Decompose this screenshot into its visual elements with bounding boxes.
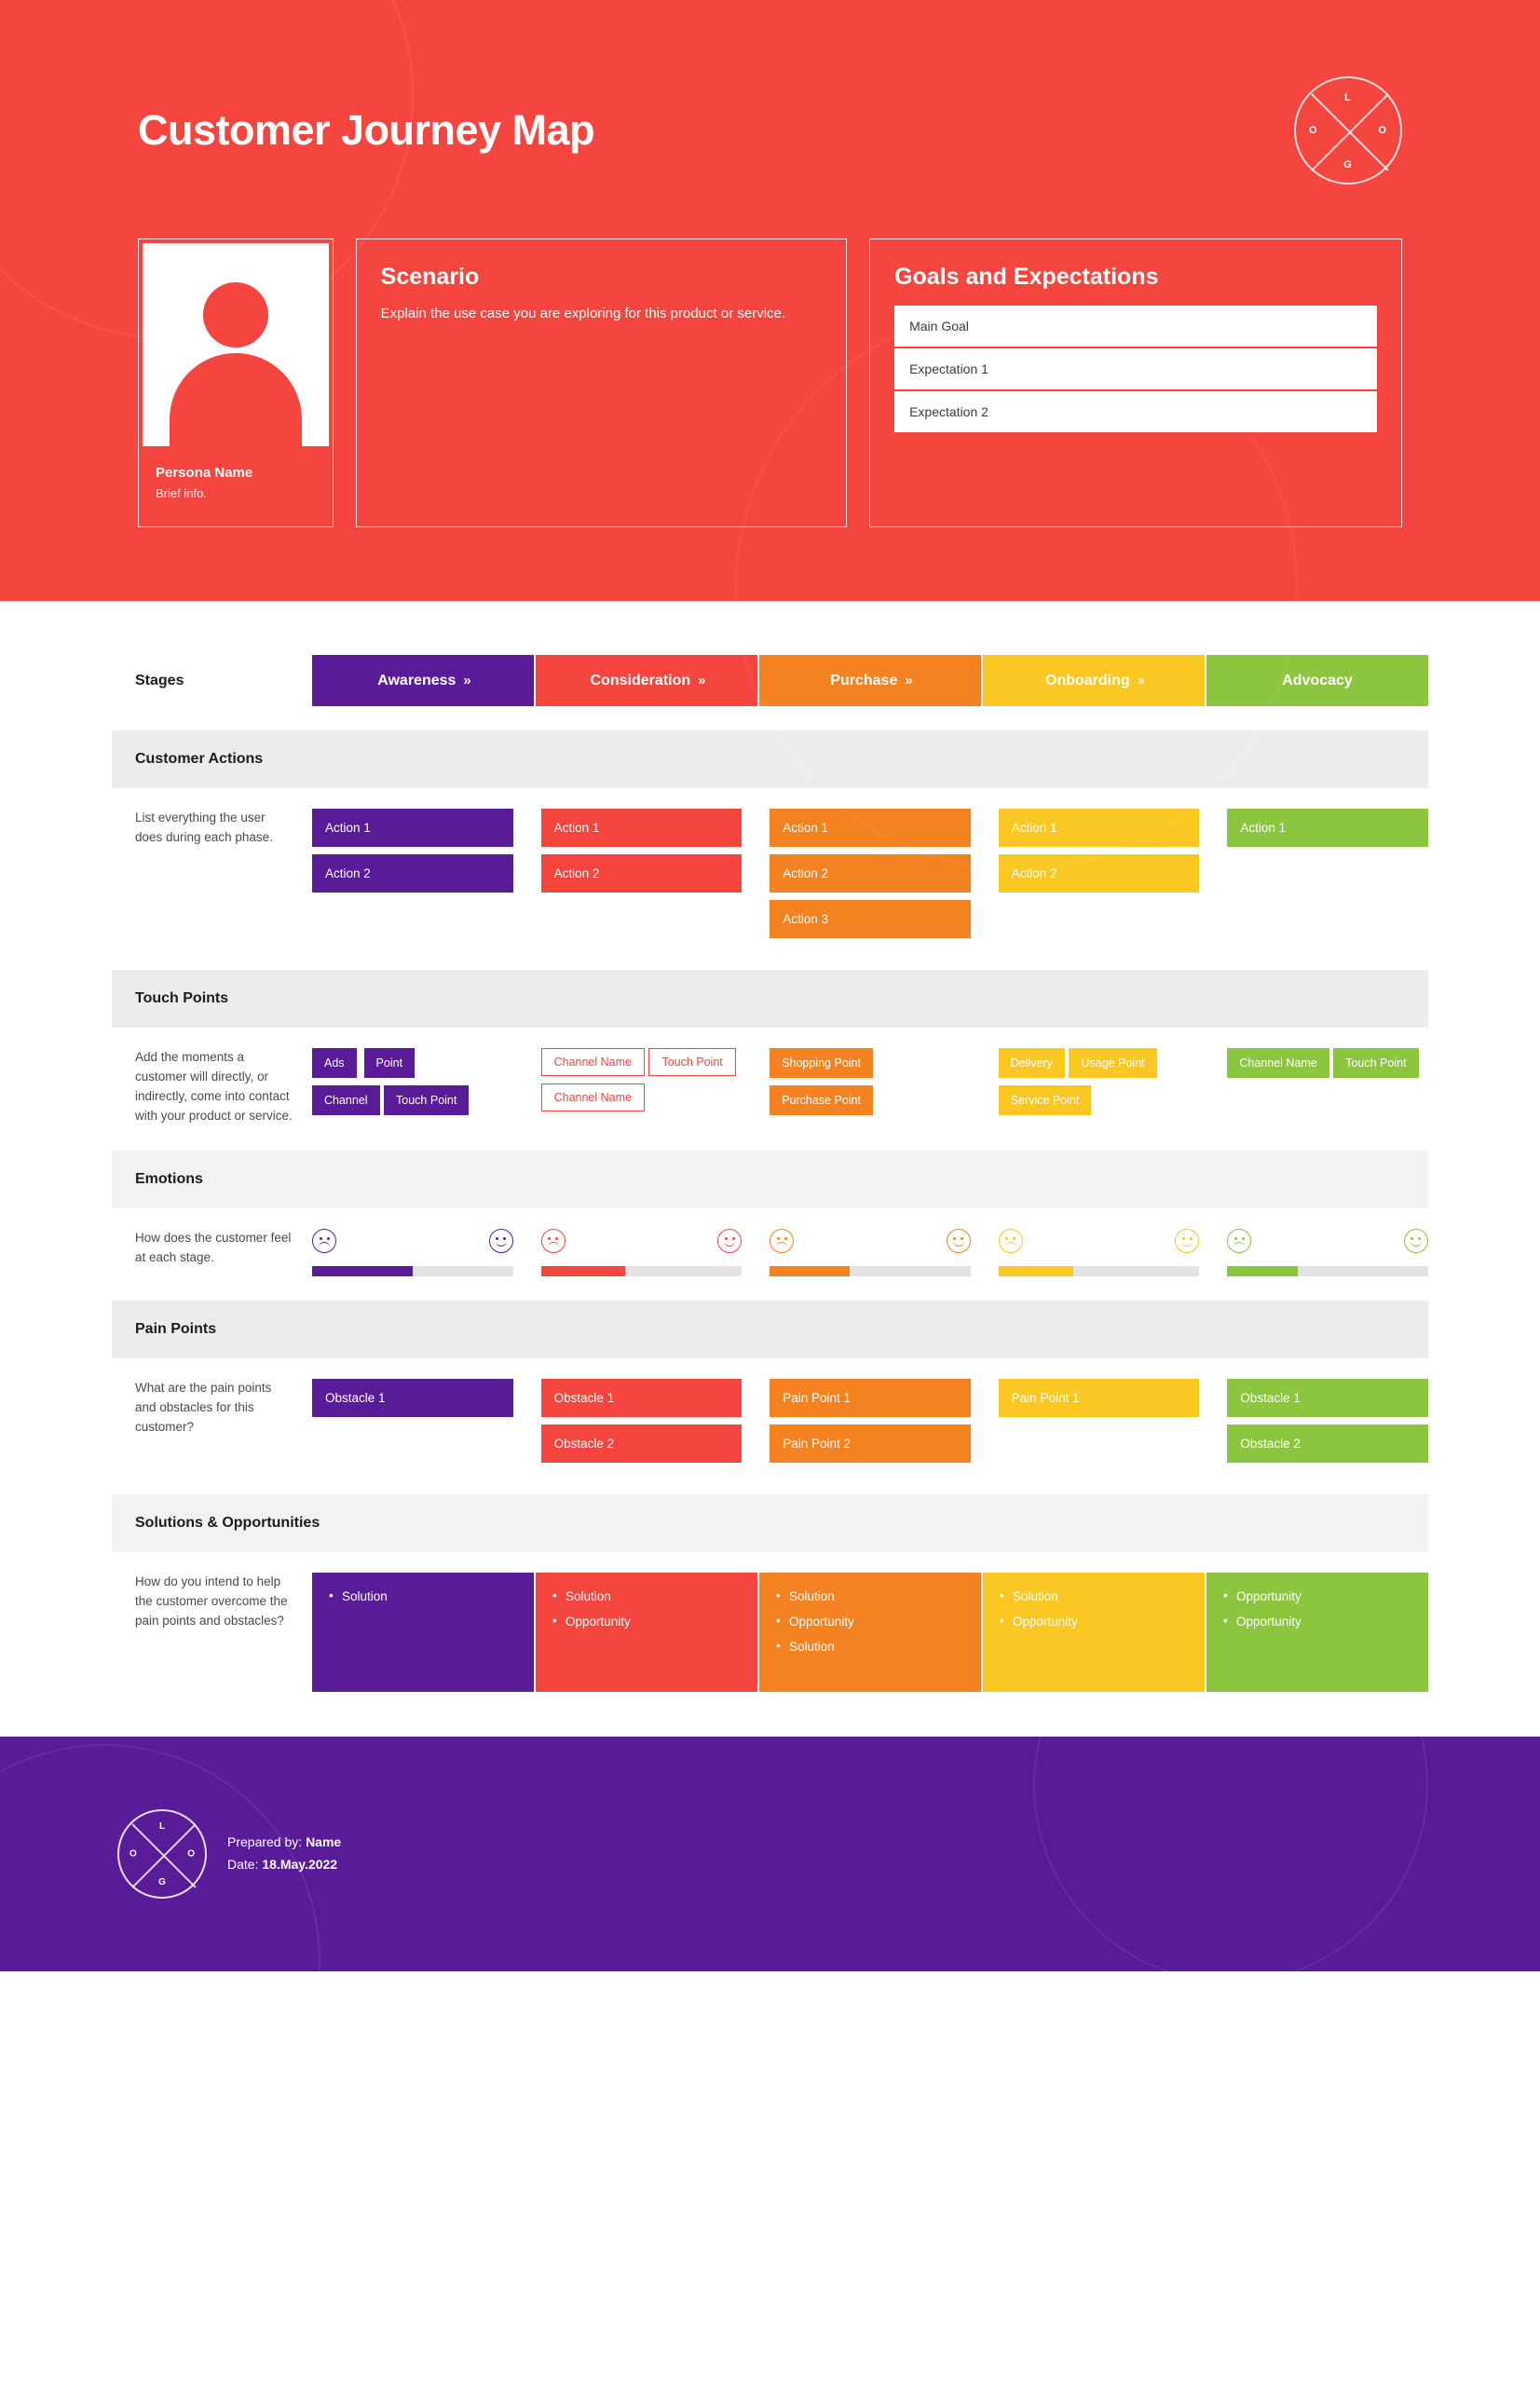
scenario-title: Scenario [380,264,480,290]
footer-bar [0,1737,1540,1971]
customer-actions-col-advocacy [1227,809,1428,946]
sad-face-icon[interactable] [999,1229,1023,1253]
touchpoint-chip[interactable]: Purchase Point [770,1085,873,1115]
touchpoint-chip[interactable]: Shopping Point [770,1048,873,1078]
solutions-description: How do you intend to help the customer overcome the pain points and obstacles? [135,1574,288,1628]
goal-field-main[interactable]: Main Goal [894,306,1377,348]
logo-letter-top: L [1344,92,1352,103]
emotions-description: How does the customer feel at each stage. [135,1230,292,1264]
footer-logo-letter-right: O [187,1848,195,1860]
prepared-by-value: Name [306,1833,342,1849]
touchpoint-chip[interactable]: Channel Name [541,1048,645,1076]
touch-points-col-consideration [541,1048,769,1126]
footer-logo-letter-bottom: G [158,1876,166,1888]
footer-logo-icon [117,1809,207,1899]
solution-item: • Solution [1000,1589,1188,1604]
section-title-solutions: Solutions & Opportunities [112,1494,1428,1552]
prepared-by-label: Prepared by: [227,1833,303,1849]
happy-face-icon[interactable] [717,1229,742,1253]
section-touch-points [112,970,1428,1126]
action-chip[interactable]: Action 1 [312,809,513,847]
sad-face-icon[interactable] [541,1229,566,1253]
stage-consideration[interactable] [536,655,757,706]
emotions-col-onboarding [999,1229,1226,1276]
footer-logo-letter-left: O [129,1848,137,1860]
stage-advocacy-label: Advocacy [1282,672,1353,688]
date-value: 18.May.2022 [262,1856,338,1872]
header-banner [0,0,1540,601]
happy-face-icon[interactable] [947,1229,971,1253]
customer-actions-col-awareness [312,809,539,946]
touch-points-col-awareness [312,1048,539,1126]
section-pain-points [112,1301,1428,1470]
footer-meta [227,1832,341,1876]
touchpoint-chip[interactable]: Service Point [999,1085,1092,1115]
solutions-col-awareness[interactable] [312,1573,534,1692]
emotion-meter[interactable] [312,1266,513,1276]
touchpoint-chip[interactable]: Channel Name [541,1083,645,1111]
stage-awareness[interactable] [312,655,534,706]
section-title-emotions: Emotions [112,1151,1428,1208]
sad-face-icon[interactable] [312,1229,336,1253]
solution-item: • Opportunity [1223,1589,1411,1604]
journey-grid [0,655,1540,1692]
action-chip[interactable]: Action 2 [312,854,513,893]
solution-item: • Opportunity [552,1615,741,1629]
action-chip[interactable]: Action 2 [541,854,743,893]
chevron-right-icon: » [905,673,910,688]
customer-actions-description: List everything the user does during each phase. [135,811,273,844]
solution-item: • Solution [776,1640,964,1655]
section-title-pain-points: Pain Points [112,1301,1428,1358]
persona-card [138,238,334,527]
solutions-col-onboarding[interactable] [983,1573,1205,1692]
emotion-meter[interactable] [541,1266,743,1276]
action-chip[interactable]: Action 2 [770,854,971,893]
header-cards [138,238,1402,527]
solution-item: • Solution [552,1589,741,1604]
touch-points-col-advocacy [1227,1048,1428,1126]
pain-points-col-advocacy [1227,1379,1428,1470]
goal-field-expectation-2[interactable]: Expectation 2 [894,391,1377,434]
touchpoint-chip[interactable]: Touch Point [648,1048,735,1076]
pain-point-chip[interactable]: Pain Point 1 [770,1379,971,1417]
solution-item: • Opportunity [1223,1615,1411,1629]
pain-points-col-awareness [312,1379,539,1470]
scenario-card [356,238,847,527]
section-title-touch-points: Touch Points [112,970,1428,1028]
solutions-col-consideration[interactable] [536,1573,757,1692]
logo-icon [1294,76,1402,184]
solution-item: • Solution [776,1589,964,1604]
emotions-col-awareness [312,1229,539,1276]
pain-points-description: What are the pain points and obstacles for this customer? [135,1380,272,1434]
solution-item: • Opportunity [1000,1615,1188,1629]
touchpoint-chip[interactable]: Touch Point [384,1085,469,1115]
logo-letter-left: O [1309,125,1318,136]
stage-consideration-label: Consideration [590,672,691,688]
action-chip[interactable]: Action 3 [770,900,971,938]
pain-point-chip[interactable]: Obstacle 2 [541,1424,743,1463]
touchpoint-chip[interactable]: Channel [312,1085,380,1115]
emotions-col-purchase [770,1229,997,1276]
solution-item: • Opportunity [776,1615,964,1629]
persona-name: Persona Name [156,465,253,481]
logo-letter-bottom: G [1343,159,1353,170]
touch-points-description: Add the moments a customer will directly, or indirectly, come into contact with your product or service. [135,1050,293,1123]
sad-face-icon[interactable] [1227,1229,1251,1253]
touchpoint-chip[interactable]: Channel Name [1227,1048,1329,1078]
goal-field-expectation-1[interactable]: Expectation 1 [894,348,1377,391]
persona-avatar-icon [143,243,329,446]
happy-face-icon[interactable] [1175,1229,1199,1253]
touchpoint-chip[interactable]: Ads [312,1048,357,1078]
pain-point-chip[interactable]: Obstacle 1 [1227,1379,1428,1417]
chevron-right-icon: » [1137,673,1142,688]
goals-card [869,238,1402,527]
persona-brief: Brief info. [156,486,207,500]
section-title-customer-actions: Customer Actions [112,730,1428,788]
action-chip[interactable]: Action 1 [770,809,971,847]
footer-logo-letter-top: L [158,1820,166,1832]
touchpoint-chip[interactable]: Point [364,1048,416,1078]
solutions-col-advocacy[interactable] [1206,1573,1428,1692]
title-row [138,0,1402,184]
pain-points-col-purchase [770,1379,997,1470]
pain-point-chip[interactable]: Obstacle 1 [312,1379,513,1417]
touchpoint-chip[interactable]: Usage Point [1069,1048,1156,1078]
action-chip[interactable]: Action 1 [541,809,743,847]
pain-point-chip[interactable]: Obstacle 2 [1227,1424,1428,1463]
scenario-text: Explain the use case you are exploring for this product or service. [380,306,786,321]
logo-letter-right: O [1378,125,1387,136]
touchpoint-chip[interactable]: Touch Point [1333,1048,1418,1078]
stage-awareness-label: Awareness [377,672,457,688]
pain-points-col-onboarding [999,1379,1226,1470]
action-chip[interactable]: Action 1 [1227,809,1428,847]
pain-point-chip[interactable]: Obstacle 1 [541,1379,743,1417]
date-label: Date: [227,1856,259,1872]
solutions-col-purchase[interactable] [759,1573,981,1692]
customer-actions-col-consideration [541,809,769,946]
pain-point-chip[interactable]: Pain Point 2 [770,1424,971,1463]
page-title: Customer Journey Map [138,106,595,154]
sad-face-icon[interactable] [770,1229,794,1253]
section-emotions [112,1151,1428,1276]
stages-label: Stages [135,672,184,688]
action-chip[interactable]: Action 2 [999,854,1200,893]
solution-item: • Solution [329,1589,517,1604]
pain-point-chip[interactable]: Pain Point 1 [999,1379,1200,1417]
happy-face-icon[interactable] [1404,1229,1428,1253]
goals-title: Goals and Expectations [894,264,1159,290]
emotion-meter[interactable] [999,1266,1200,1276]
touch-points-col-onboarding [999,1048,1226,1126]
emotions-col-consideration [541,1229,769,1276]
touchpoint-chip[interactable]: Delivery [999,1048,1065,1078]
chevron-right-icon: » [698,673,703,688]
emotion-meter[interactable] [1227,1266,1428,1276]
happy-face-icon[interactable] [489,1229,513,1253]
pain-points-col-consideration [541,1379,769,1470]
section-solutions-opportunities [112,1494,1428,1692]
chevron-right-icon: » [463,673,469,688]
touch-points-col-purchase [770,1048,997,1126]
emotion-meter[interactable] [770,1266,971,1276]
emotions-col-advocacy [1227,1229,1428,1276]
